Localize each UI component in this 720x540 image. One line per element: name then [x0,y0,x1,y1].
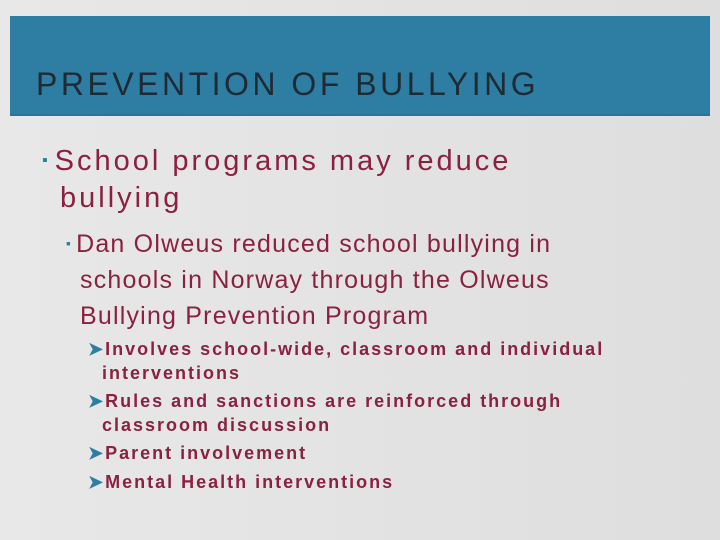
bullet-level1 [42,142,682,217]
square-bullet-icon: ▪ [66,236,73,251]
slide-title: PREVENTION OF BULLYING [36,66,540,102]
sub-bullet-1-line2: interventions [102,363,242,383]
sub-bullet-1-line1: Involves school-wide, classroom and individual [105,339,605,359]
sub-bullet-2-line1: Rules and sanctions are reinforced through [105,391,563,411]
sub-bullet-4 [88,470,688,494]
arrow-bullet-icon: ➤ [88,339,106,359]
arrow-bullet-icon: ➤ [88,443,106,463]
sub-bullet-4-text: Mental Health interventions [105,472,395,492]
bullet-level1-text: School programs may reduce [54,144,512,177]
title-bar [10,16,710,116]
bullet-level2-line1: Dan Olweus reduced school bullying in [76,230,552,259]
bullet-level2-line3: Bullying Prevention Program [80,302,430,331]
square-bullet-icon: ▪ [42,152,51,169]
bullet-level1-text-cont: bullying [60,181,183,214]
sub-bullet-3-text: Parent involvement [105,443,308,463]
sub-bullet-3 [88,441,688,465]
sub-bullet-2-line2: classroom discussion [102,415,332,435]
arrow-bullet-icon: ➤ [88,391,106,411]
sub-bullet-2 [88,389,688,437]
bullet-level2 [66,226,706,334]
arrow-bullet-icon: ➤ [88,472,106,492]
bullet-level2-line2: schools in Norway through the Olweus [80,266,550,295]
sub-bullet-1 [88,337,688,385]
